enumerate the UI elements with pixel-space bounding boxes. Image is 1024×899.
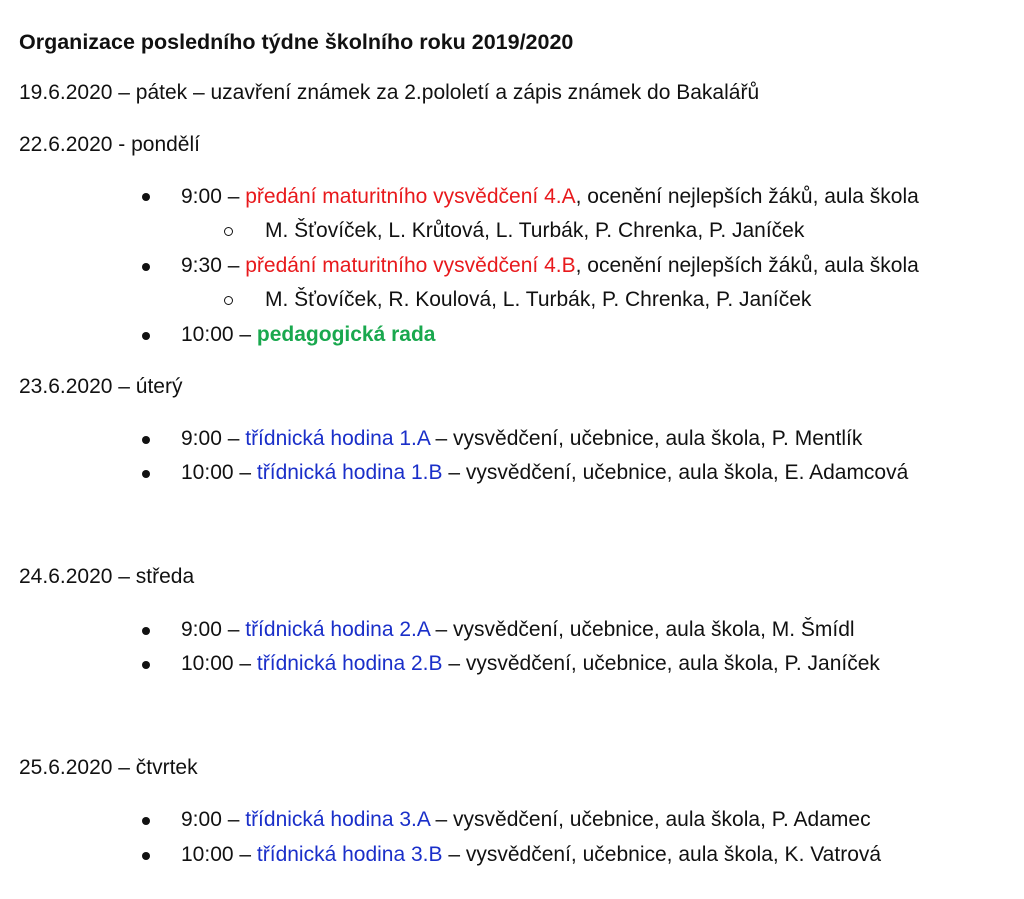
bullet-icon	[142, 470, 150, 478]
day-23-6-heading: 23.6.2020 – úterý	[19, 375, 183, 398]
class-hour-label: třídnická hodina 1.B	[256, 461, 443, 484]
day-24-6-heading: 24.6.2020 – středa	[19, 565, 195, 588]
pedagogical-council-label: pedagogická rada	[256, 323, 436, 346]
list-item: 9:00 – třídnická hodina 1.A – vysvědčení, učebnice, aula škola, P. Mentlík	[181, 427, 863, 450]
sub-bullet-icon	[224, 296, 233, 305]
day-22-6-heading: 22.6.2020 - pondělí	[19, 133, 200, 156]
class-hour-label: třídnická hodina 2.A	[245, 618, 430, 641]
day-25-6-heading: 25.6.2020 – čtvrtek	[19, 756, 198, 779]
class-hour-label: třídnická hodina 2.B	[256, 652, 443, 675]
class-hour-label: třídnická hodina 3.A	[245, 808, 430, 831]
sub-list-item: M. Šťovíček, R. Koulová, L. Turbák, P. Chrenka, P. Janíček	[265, 288, 812, 311]
class-hour-label: třídnická hodina 3.B	[256, 843, 443, 866]
sub-bullet-icon	[224, 227, 233, 236]
list-item: 9:00 – třídnická hodina 2.A – vysvědčení, učebnice, aula škola, M. Šmídl	[181, 618, 855, 641]
maturita-4b-label: předání maturitního vysvědčení 4.B	[245, 254, 576, 277]
list-item: 10:00 – pedagogická rada	[181, 323, 436, 346]
list-item: 10:00 – třídnická hodina 3.B – vysvědčení, učebnice, aula škola, K. Vatrová	[181, 843, 882, 866]
list-item: 10:00 – třídnická hodina 2.B – vysvědčení, učebnice, aula škola, P. Janíček	[181, 652, 880, 675]
bullet-icon	[142, 817, 150, 825]
sub-list-item: M. Šťovíček, L. Krůtová, L. Turbák, P. Chrenka, P. Janíček	[265, 219, 805, 242]
list-item: 9:00 – předání maturitního vysvědčení 4.A, ocenění nejlepších žáků, aula škola	[181, 185, 919, 208]
day-19-6-line: 19.6.2020 – pátek – uzavření známek za 2.pololetí a zápis známek do Bakalářů	[19, 81, 760, 104]
bullet-icon	[142, 332, 150, 340]
bullet-icon	[142, 263, 150, 271]
document-title: Organizace posledního týdne školního roku 2019/2020	[19, 30, 574, 54]
bullet-icon	[142, 436, 150, 444]
list-item: 9:00 – třídnická hodina 3.A – vysvědčení, učebnice, aula škola, P. Adamec	[181, 808, 871, 831]
maturita-4a-label: předání maturitního vysvědčení 4.A	[245, 185, 576, 208]
list-item: 9:30 – předání maturitního vysvědčení 4.B, ocenění nejlepších žáků, aula škola	[181, 254, 919, 277]
bullet-icon	[142, 852, 150, 860]
list-item: 10:00 – třídnická hodina 1.B – vysvědčení, učebnice, aula škola, E. Adamcová	[181, 461, 909, 484]
bullet-icon	[142, 661, 150, 669]
class-hour-label: třídnická hodina 1.A	[245, 427, 430, 450]
bullet-icon	[142, 193, 150, 201]
bullet-icon	[142, 627, 150, 635]
